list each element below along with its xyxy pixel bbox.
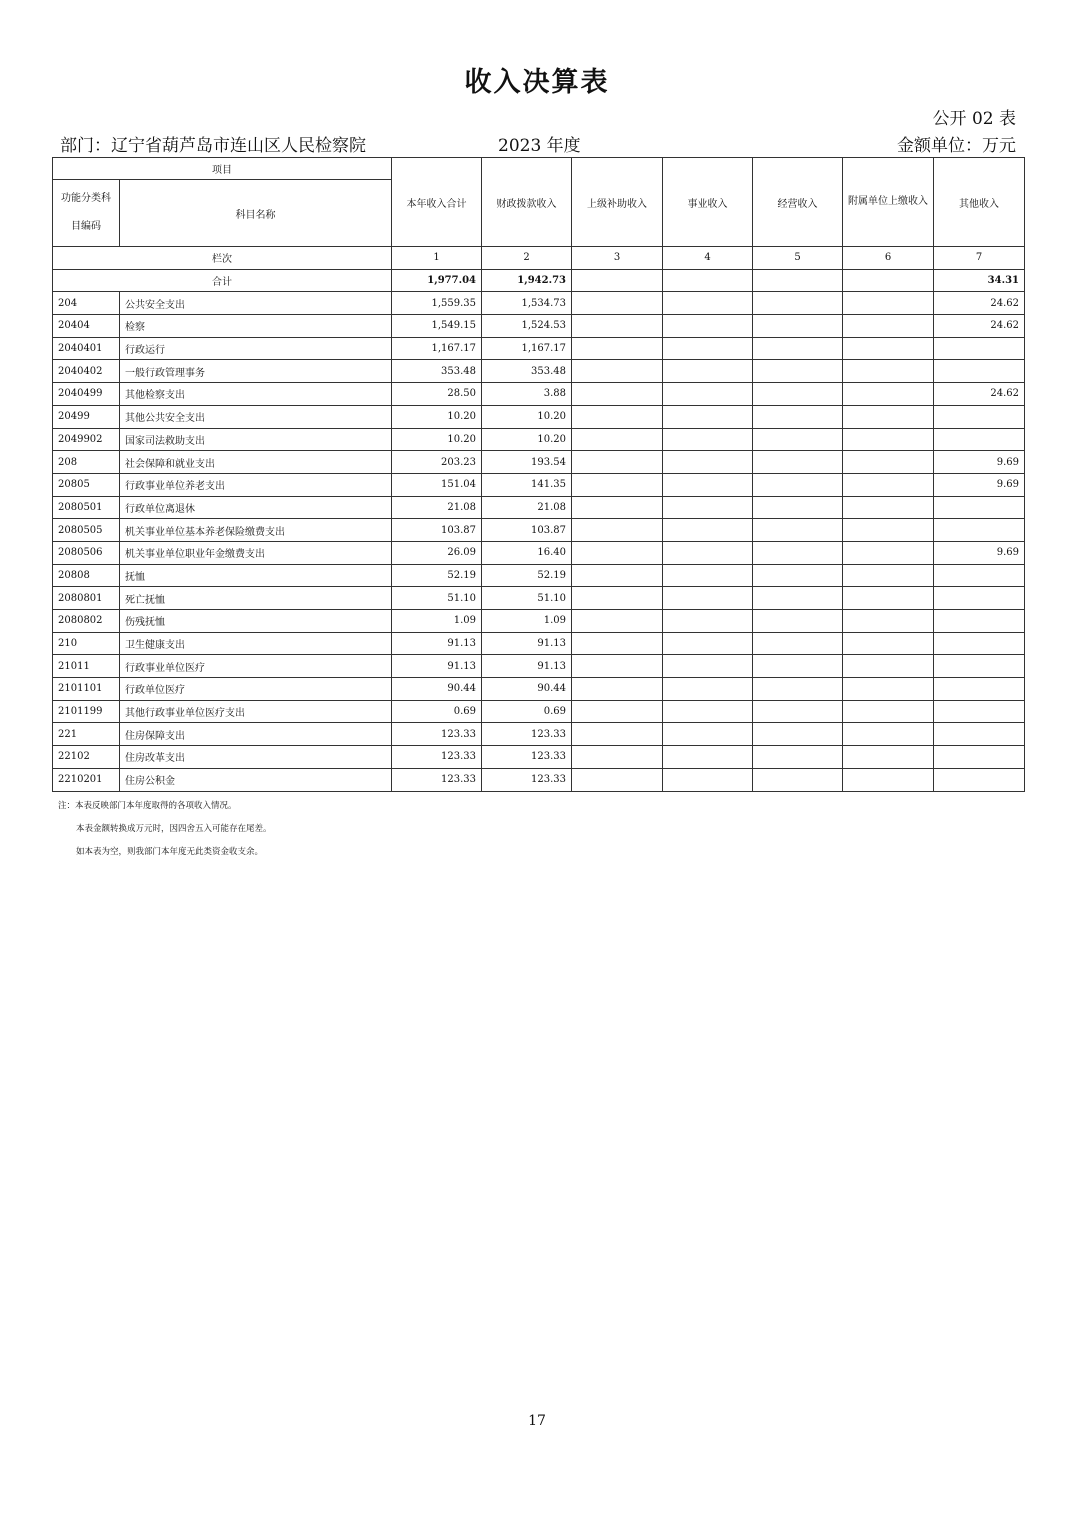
table-row xyxy=(53,746,1025,769)
amount-cell xyxy=(663,451,753,474)
amount-cell xyxy=(663,292,753,315)
total-cell xyxy=(663,269,753,292)
amount-cell: 91.13 xyxy=(482,632,572,655)
amount-cell: 52.19 xyxy=(482,564,572,587)
amount-cell xyxy=(663,405,753,428)
total-cell: 34.31 xyxy=(934,269,1025,292)
amount-cell xyxy=(843,337,934,360)
amount-cell xyxy=(572,473,663,496)
amount-cell xyxy=(572,768,663,791)
subject-code: 2210201 xyxy=(53,768,120,791)
column-number: 2 xyxy=(482,247,572,270)
amount-cell xyxy=(753,678,843,701)
amount-cell: 26.09 xyxy=(392,541,482,564)
amount-cell: 123.33 xyxy=(482,768,572,791)
amount-cell xyxy=(572,315,663,338)
subject-code: 2080801 xyxy=(53,587,120,610)
amount-cell xyxy=(572,678,663,701)
amount-cell xyxy=(572,632,663,655)
amount-cell xyxy=(934,496,1025,519)
amount-cell xyxy=(934,405,1025,428)
amount-cell: 0.69 xyxy=(482,700,572,723)
subject-code: 2049902 xyxy=(53,428,120,451)
amount-cell: 9.69 xyxy=(934,473,1025,496)
subject-code: 2040402 xyxy=(53,360,120,383)
table-row xyxy=(53,768,1025,791)
header-row xyxy=(53,158,1025,180)
amount-cell: 10.20 xyxy=(482,428,572,451)
amount-cell xyxy=(572,564,663,587)
subject-name: 机关事业单位职业年金缴费支出 xyxy=(120,541,392,564)
amount-cell xyxy=(843,292,934,315)
subject-code: 20404 xyxy=(53,315,120,338)
subject-code: 2040401 xyxy=(53,337,120,360)
amount-cell: 103.87 xyxy=(482,519,572,542)
subject-code: 2080802 xyxy=(53,610,120,633)
amount-cell: 10.20 xyxy=(482,405,572,428)
amount-cell xyxy=(934,587,1025,610)
amount-cell xyxy=(663,541,753,564)
subject-code: 2080506 xyxy=(53,541,120,564)
amount-cell xyxy=(934,700,1025,723)
table-row xyxy=(53,315,1025,338)
column-number: 3 xyxy=(572,247,663,270)
total-cell: 1,942.73 xyxy=(482,269,572,292)
amount-cell: 16.40 xyxy=(482,541,572,564)
amount-cell: 1.09 xyxy=(482,610,572,633)
subject-name: 行政单位离退休 xyxy=(120,496,392,519)
amount-cell: 1,167.17 xyxy=(482,337,572,360)
amount-cell: 1,534.73 xyxy=(482,292,572,315)
subject-name: 其他检察支出 xyxy=(120,383,392,406)
amount-cell: 353.48 xyxy=(392,360,482,383)
amount-cell xyxy=(663,632,753,655)
amount-cell: 91.13 xyxy=(482,655,572,678)
header-item: 项目 xyxy=(53,158,392,180)
subject-name: 住房改革支出 xyxy=(120,746,392,769)
amount-cell: 1.09 xyxy=(392,610,482,633)
amount-cell xyxy=(753,315,843,338)
amount-cell xyxy=(663,587,753,610)
report-year: 2023 年度 xyxy=(498,136,581,156)
total-cell xyxy=(572,269,663,292)
subject-code: 2080501 xyxy=(53,496,120,519)
amount-cell xyxy=(934,723,1025,746)
table-row xyxy=(53,428,1025,451)
subject-code: 2080505 xyxy=(53,519,120,542)
amount-cell xyxy=(753,519,843,542)
column-number: 4 xyxy=(663,247,753,270)
amount-cell xyxy=(934,564,1025,587)
amount-cell xyxy=(572,519,663,542)
subject-name: 国家司法救助支出 xyxy=(120,428,392,451)
amount-cell xyxy=(663,428,753,451)
amount-cell xyxy=(753,428,843,451)
page-title: 收入决算表 xyxy=(464,67,610,98)
amount-cell xyxy=(663,496,753,519)
amount-cell xyxy=(663,473,753,496)
table-row xyxy=(53,723,1025,746)
amount-unit: 金额单位：万元 xyxy=(897,136,1016,156)
subject-name: 社会保障和就业支出 xyxy=(120,451,392,474)
amount-cell xyxy=(934,632,1025,655)
amount-cell: 28.50 xyxy=(392,383,482,406)
subject-code: 204 xyxy=(53,292,120,315)
amount-cell xyxy=(663,610,753,633)
table-row xyxy=(53,564,1025,587)
amount-cell xyxy=(843,746,934,769)
amount-cell xyxy=(572,700,663,723)
amount-cell xyxy=(843,519,934,542)
amount-cell: 90.44 xyxy=(392,678,482,701)
amount-cell xyxy=(753,405,843,428)
amount-cell xyxy=(934,428,1025,451)
amount-cell: 91.13 xyxy=(392,632,482,655)
subject-name: 其他公共安全支出 xyxy=(120,405,392,428)
header-col-affiliated: 附属单位上缴收入 xyxy=(843,158,934,247)
amount-cell xyxy=(843,315,934,338)
amount-cell xyxy=(753,610,843,633)
table-row xyxy=(53,496,1025,519)
amount-cell: 10.20 xyxy=(392,405,482,428)
amount-cell xyxy=(753,360,843,383)
amount-cell xyxy=(572,655,663,678)
amount-cell xyxy=(663,360,753,383)
table-row xyxy=(53,337,1025,360)
amount-cell xyxy=(753,292,843,315)
total-cell: 1,977.04 xyxy=(392,269,482,292)
amount-cell xyxy=(663,746,753,769)
amount-cell xyxy=(663,315,753,338)
subject-name: 其他行政事业单位医疗支出 xyxy=(120,700,392,723)
amount-cell xyxy=(572,723,663,746)
amount-cell xyxy=(843,610,934,633)
amount-cell xyxy=(753,451,843,474)
amount-cell xyxy=(572,360,663,383)
amount-cell: 1,524.53 xyxy=(482,315,572,338)
amount-cell xyxy=(843,383,934,406)
amount-cell: 10.20 xyxy=(392,428,482,451)
amount-cell xyxy=(843,723,934,746)
amount-cell xyxy=(843,496,934,519)
amount-cell xyxy=(843,564,934,587)
amount-cell xyxy=(843,587,934,610)
amount-cell xyxy=(934,519,1025,542)
amount-cell xyxy=(753,564,843,587)
table-row xyxy=(53,519,1025,542)
header-col-other: 其他收入 xyxy=(934,158,1025,247)
subject-code: 208 xyxy=(53,451,120,474)
header-col-fiscal: 财政拨款收入 xyxy=(482,158,572,247)
amount-cell: 1,549.15 xyxy=(392,315,482,338)
table-row xyxy=(53,678,1025,701)
header-col-operating: 经营收入 xyxy=(753,158,843,247)
table-row xyxy=(53,541,1025,564)
total-cell xyxy=(753,269,843,292)
amount-cell: 123.33 xyxy=(392,768,482,791)
subject-name: 死亡抚恤 xyxy=(120,587,392,610)
amount-cell xyxy=(572,405,663,428)
subject-code: 2101101 xyxy=(53,678,120,701)
amount-cell xyxy=(572,383,663,406)
subject-name: 抚恤 xyxy=(120,564,392,587)
amount-cell xyxy=(572,541,663,564)
amount-cell xyxy=(753,541,843,564)
amount-cell xyxy=(753,496,843,519)
amount-cell: 52.19 xyxy=(392,564,482,587)
department-label: 部门：辽宁省葫芦岛市连山区人民检察院 xyxy=(60,136,366,156)
amount-cell: 1,167.17 xyxy=(392,337,482,360)
amount-cell: 123.33 xyxy=(392,723,482,746)
amount-cell xyxy=(572,587,663,610)
amount-cell xyxy=(753,768,843,791)
subject-name: 行政运行 xyxy=(120,337,392,360)
amount-cell: 24.62 xyxy=(934,292,1025,315)
amount-cell: 123.33 xyxy=(482,723,572,746)
amount-cell: 24.62 xyxy=(934,383,1025,406)
header-col-total: 本年收入合计 xyxy=(392,158,482,247)
amount-cell xyxy=(663,700,753,723)
subject-name: 卫生健康支出 xyxy=(120,632,392,655)
column-number-row xyxy=(53,247,1025,270)
amount-cell xyxy=(663,723,753,746)
amount-cell xyxy=(572,610,663,633)
subject-code: 22102 xyxy=(53,746,120,769)
income-table xyxy=(52,157,1025,792)
subject-name: 伤残抚恤 xyxy=(120,610,392,633)
table-row xyxy=(53,292,1025,315)
table-row xyxy=(53,451,1025,474)
amount-cell xyxy=(753,746,843,769)
amount-cell xyxy=(663,337,753,360)
table-row xyxy=(53,632,1025,655)
header-col-superior: 上级补助收入 xyxy=(572,158,663,247)
subject-code: 210 xyxy=(53,632,120,655)
page-number: 17 xyxy=(528,1413,546,1429)
table-row xyxy=(53,700,1025,723)
amount-cell: 103.87 xyxy=(392,519,482,542)
total-row xyxy=(53,269,1025,292)
amount-cell xyxy=(843,655,934,678)
column-number: 7 xyxy=(934,247,1025,270)
amount-cell: 51.10 xyxy=(392,587,482,610)
total-cell xyxy=(843,269,934,292)
table-row xyxy=(53,610,1025,633)
amount-cell xyxy=(572,746,663,769)
subject-name: 行政事业单位养老支出 xyxy=(120,473,392,496)
amount-cell xyxy=(663,564,753,587)
amount-cell xyxy=(934,610,1025,633)
amount-cell xyxy=(572,496,663,519)
amount-cell: 9.69 xyxy=(934,451,1025,474)
amount-cell: 0.69 xyxy=(392,700,482,723)
column-number: 1 xyxy=(392,247,482,270)
amount-cell xyxy=(663,655,753,678)
note-1: 注：本表反映部门本年度取得的各项收入情况。 xyxy=(58,801,237,811)
subject-name: 一般行政管理事务 xyxy=(120,360,392,383)
amount-cell xyxy=(843,360,934,383)
header-subject-name: 科目名称 xyxy=(120,180,392,247)
subject-code: 20499 xyxy=(53,405,120,428)
amount-cell xyxy=(843,473,934,496)
table-row xyxy=(53,405,1025,428)
report-meta xyxy=(58,131,1016,155)
form-number: 公开 02 表 xyxy=(932,109,1016,129)
table-row xyxy=(53,383,1025,406)
amount-cell xyxy=(572,428,663,451)
amount-cell: 91.13 xyxy=(392,655,482,678)
amount-cell xyxy=(843,678,934,701)
subject-name: 住房保障支出 xyxy=(120,723,392,746)
amount-cell xyxy=(934,655,1025,678)
note-2: 本表金额转换成万元时，因四舍五入可能存在尾差。 xyxy=(76,824,272,834)
amount-cell: 3.88 xyxy=(482,383,572,406)
amount-cell xyxy=(663,519,753,542)
amount-cell xyxy=(843,451,934,474)
subject-code: 2040499 xyxy=(53,383,120,406)
subject-code: 2101199 xyxy=(53,700,120,723)
amount-cell xyxy=(934,337,1025,360)
amount-cell: 51.10 xyxy=(482,587,572,610)
subject-code: 20808 xyxy=(53,564,120,587)
amount-cell: 9.69 xyxy=(934,541,1025,564)
amount-cell xyxy=(934,746,1025,769)
header-col-business: 事业收入 xyxy=(663,158,753,247)
amount-cell xyxy=(753,632,843,655)
amount-cell xyxy=(572,451,663,474)
amount-cell xyxy=(843,428,934,451)
amount-cell xyxy=(843,541,934,564)
subject-name: 住房公积金 xyxy=(120,768,392,791)
amount-cell xyxy=(753,473,843,496)
note-3: 如本表为空，则我部门本年度无此类资金收支余。 xyxy=(76,847,264,857)
amount-cell: 203.23 xyxy=(392,451,482,474)
subject-name: 公共安全支出 xyxy=(120,292,392,315)
table-row xyxy=(53,473,1025,496)
header-func-code: 功能分类科目编码 xyxy=(53,180,120,247)
amount-cell: 193.54 xyxy=(482,451,572,474)
amount-cell xyxy=(572,292,663,315)
amount-cell xyxy=(753,700,843,723)
amount-cell: 21.08 xyxy=(482,496,572,519)
amount-cell xyxy=(663,383,753,406)
amount-cell: 141.35 xyxy=(482,473,572,496)
column-row-label: 栏次 xyxy=(53,247,392,270)
amount-cell xyxy=(934,360,1025,383)
amount-cell: 353.48 xyxy=(482,360,572,383)
amount-cell: 24.62 xyxy=(934,315,1025,338)
subject-code: 20805 xyxy=(53,473,120,496)
amount-cell xyxy=(753,337,843,360)
subject-name: 机关事业单位基本养老保险缴费支出 xyxy=(120,519,392,542)
amount-cell xyxy=(934,678,1025,701)
amount-cell: 151.04 xyxy=(392,473,482,496)
amount-cell xyxy=(753,655,843,678)
amount-cell xyxy=(934,768,1025,791)
amount-cell xyxy=(843,405,934,428)
subject-name: 行政单位医疗 xyxy=(120,678,392,701)
total-label: 合计 xyxy=(53,269,392,292)
table-row xyxy=(53,360,1025,383)
amount-cell xyxy=(753,383,843,406)
amount-cell: 123.33 xyxy=(482,746,572,769)
amount-cell: 90.44 xyxy=(482,678,572,701)
amount-cell xyxy=(843,632,934,655)
table-row xyxy=(53,655,1025,678)
amount-cell xyxy=(753,587,843,610)
amount-cell: 21.08 xyxy=(392,496,482,519)
amount-cell xyxy=(753,723,843,746)
table-row xyxy=(53,587,1025,610)
subject-code: 221 xyxy=(53,723,120,746)
amount-cell xyxy=(663,678,753,701)
column-number: 5 xyxy=(753,247,843,270)
amount-cell xyxy=(663,768,753,791)
column-number: 6 xyxy=(843,247,934,270)
amount-cell xyxy=(843,700,934,723)
amount-cell: 123.33 xyxy=(392,746,482,769)
subject-name: 检察 xyxy=(120,315,392,338)
subject-name: 行政事业单位医疗 xyxy=(120,655,392,678)
amount-cell xyxy=(843,768,934,791)
amount-cell xyxy=(572,337,663,360)
amount-cell: 1,559.35 xyxy=(392,292,482,315)
subject-code: 21011 xyxy=(53,655,120,678)
